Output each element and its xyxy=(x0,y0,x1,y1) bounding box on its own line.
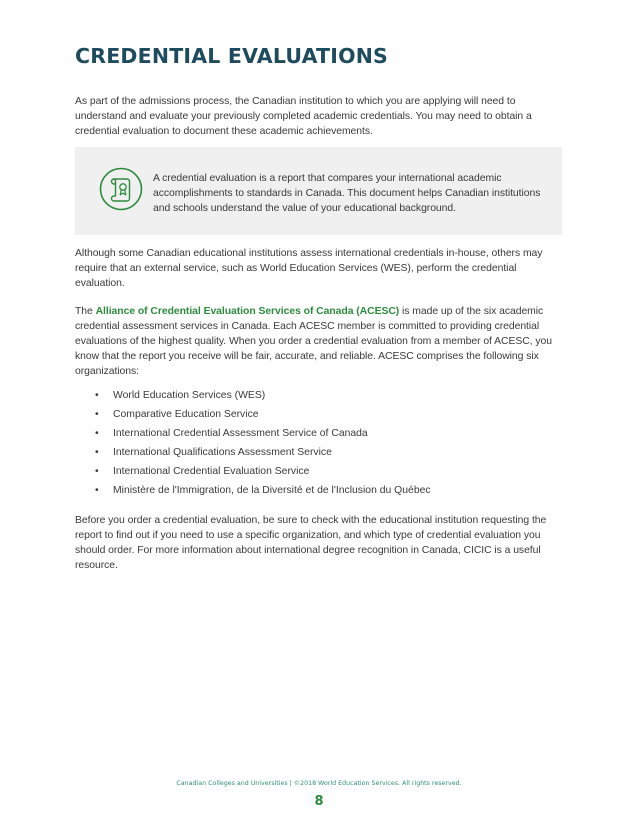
bullet: • xyxy=(95,447,99,458)
bullet: • xyxy=(95,428,99,439)
list-item xyxy=(95,481,431,500)
organization-name: Ministère de l'Immigration, de la Diversité et de l'Inclusion du Québec xyxy=(113,485,431,496)
bullet: • xyxy=(95,485,99,496)
body-paragraph-external-services: Although some Canadian educational institutions assess international credentials in-house, others may require that an external service, such as World Education Services (WES), perform the credential evaluation. xyxy=(75,248,543,289)
list-item xyxy=(95,443,431,462)
page-title: CREDENTIAL EVALUATIONS xyxy=(75,44,389,68)
bullet: • xyxy=(95,409,99,420)
organization-name: International Credential Evaluation Service xyxy=(113,466,310,477)
organization-name: International Qualifications Assessment Service xyxy=(113,447,332,458)
bullet: • xyxy=(95,390,99,401)
list-item xyxy=(95,386,431,405)
list-item xyxy=(95,405,431,424)
body-paragraph-before-ordering: Before you order a credential evaluation, be sure to check with the educational institution requesting the report to find out if you need to use a specific organization, and which type of credential evaluation you should order. For more information about international degree recognition in Canada, CICIC is a useful resource. xyxy=(75,515,547,571)
list-item xyxy=(95,462,431,481)
certificate-scroll-icon xyxy=(99,167,143,211)
definition-callout xyxy=(75,147,562,235)
acesc-suffix: is made up of the six academic credential assessment services in Canada. Each ACESC member is committed to providing credential evaluations of the highest quality. When you order a credential evaluation from a member of ACESC, you know that the report you receive will be fair, accurate, and reliable. ACESC comprises the following six organizations: xyxy=(75,306,552,377)
organizations-list xyxy=(95,386,431,500)
bullet: • xyxy=(95,466,99,477)
organization-name: World Education Services (WES) xyxy=(113,390,266,401)
page-footer: Canadian Colleges and Universities | ©2018 World Education Services. All rights reserved. xyxy=(176,780,462,787)
callout-text: A credential evaluation is a report that compares your international academic accomplishments to standards in Canada. This document helps Canadian institutions and schools understand the value of your educational background. xyxy=(153,173,541,214)
page-number: 8 xyxy=(314,794,324,809)
acesc-prefix: The xyxy=(75,306,96,317)
list-item xyxy=(95,424,431,443)
organization-name: International Credential Assessment Service of Canada xyxy=(113,428,368,439)
organization-name: Comparative Education Service xyxy=(113,409,259,420)
body-paragraph-acesc xyxy=(75,304,565,379)
acesc-link[interactable]: Alliance of Credential Evaluation Services of Canada (ACESC) xyxy=(95,306,400,317)
intro-paragraph: As part of the admissions process, the Canadian institution to which you are applying will need to understand and evaluate your previously completed academic credentials. You may need to obtain a credential evaluation to document these academic achievements. xyxy=(75,96,532,137)
